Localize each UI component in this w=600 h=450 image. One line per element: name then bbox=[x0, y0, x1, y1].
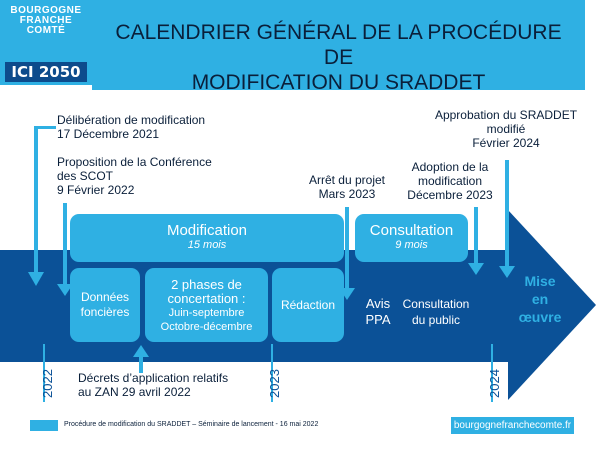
connector-proposition bbox=[63, 203, 67, 288]
deliberation-line-1: Délibération de modification bbox=[57, 113, 206, 127]
footer-caption: Procédure de modification du SRADDET – Séminaire de lancement - 16 mai 2022 bbox=[64, 421, 319, 428]
consultation-public-line-1: Consultation bbox=[402, 297, 470, 311]
arrow-up-icon bbox=[133, 345, 149, 357]
logo-line-1: BOURGOGNE bbox=[10, 5, 82, 16]
year-2023-label: 2023 bbox=[267, 369, 282, 398]
connector-deliberation-v bbox=[34, 126, 38, 276]
logo-line-3: COMTÉ bbox=[26, 25, 66, 36]
deliberation-line-2: 17 Décembre 2021 bbox=[57, 127, 160, 141]
box-concertation bbox=[145, 268, 268, 342]
logo-badge: ICI 2050 bbox=[5, 62, 87, 82]
phase-modification-title: Modification bbox=[166, 222, 248, 239]
mise-line-1: Mise bbox=[524, 273, 556, 289]
phase-modification-duration: 15 mois bbox=[187, 239, 227, 251]
region-logo bbox=[0, 0, 92, 85]
mise-line-3: œuvre bbox=[518, 309, 562, 325]
arret-line-2: Mars 2023 bbox=[318, 187, 376, 201]
concertation-line-1: 2 phases de bbox=[171, 277, 242, 292]
connector-arret bbox=[345, 207, 349, 292]
proposition-line-3: 9 Février 2022 bbox=[57, 183, 135, 197]
title-line-1: CALENDRIER GÉNÉRAL DE LA PROCÉDURE DE bbox=[115, 21, 562, 69]
avis-line-2: PPA bbox=[365, 312, 391, 327]
concertation-line-4: Octobre-décembre bbox=[160, 321, 253, 333]
concertation-line-3: Juin-septembre bbox=[168, 307, 245, 319]
avis-line-1: Avis bbox=[365, 296, 391, 311]
label-mise-en-oeuvre bbox=[510, 272, 570, 326]
concertation-line-2: concertation : bbox=[167, 291, 246, 306]
arret-line-1: Arrêt du projet bbox=[308, 173, 386, 187]
connector-deliberation-top bbox=[34, 126, 56, 129]
decrets-line-1: Décrets d’application relatifs bbox=[78, 371, 229, 385]
arrow-down-icon bbox=[468, 263, 484, 275]
donnees-line-2: foncières bbox=[80, 305, 130, 319]
phase-consultation bbox=[355, 214, 468, 262]
milestone-deliberation bbox=[57, 113, 257, 141]
milestone-adoption bbox=[395, 160, 505, 202]
title-line-2: MODIFICATION DU SRADDET bbox=[191, 71, 486, 94]
footer-color-marker bbox=[30, 420, 58, 431]
redaction-label: Rédaction bbox=[280, 298, 336, 312]
proposition-line-2: des SCOT bbox=[57, 169, 114, 183]
phase-consultation-title: Consultation bbox=[369, 222, 454, 239]
approbation-line-2: modifié bbox=[486, 122, 526, 136]
donnees-line-1: Données bbox=[80, 290, 130, 304]
year-2024-label: 2024 bbox=[487, 369, 502, 398]
adoption-line-1: Adoption de la bbox=[411, 160, 489, 174]
label-avis-ppa bbox=[358, 296, 398, 328]
connector-adoption bbox=[474, 207, 478, 267]
footer-website-link[interactable]: bourgognefranchecomte.fr bbox=[451, 417, 574, 434]
mise-line-2: en bbox=[531, 291, 549, 307]
logo-line-2: FRANCHE bbox=[19, 15, 73, 26]
label-consultation-public bbox=[396, 296, 476, 328]
arrow-down-icon bbox=[28, 272, 44, 286]
milestone-decrets bbox=[78, 371, 278, 399]
proposition-line-1: Proposition de la Conférence bbox=[57, 155, 212, 169]
phase-consultation-duration: 9 mois bbox=[395, 239, 428, 251]
milestone-proposition bbox=[57, 155, 257, 197]
year-2022-label: 2022 bbox=[40, 369, 55, 398]
adoption-line-2: modification bbox=[417, 174, 483, 188]
milestone-approbation bbox=[420, 108, 592, 150]
approbation-line-1: Approbation du SRADDET bbox=[434, 108, 578, 122]
decrets-line-2: au ZAN 29 avril 2022 bbox=[78, 385, 191, 399]
title-banner bbox=[92, 0, 585, 94]
box-donnees-foncieres bbox=[70, 268, 140, 342]
slide-title bbox=[102, 20, 575, 95]
approbation-line-3: Février 2024 bbox=[472, 136, 540, 150]
box-redaction bbox=[272, 268, 344, 342]
phase-modification bbox=[70, 214, 344, 262]
connector-approbation bbox=[505, 160, 509, 270]
adoption-line-3: Décembre 2023 bbox=[407, 188, 493, 202]
milestone-arret bbox=[297, 173, 397, 201]
consultation-public-line-2: du public bbox=[411, 313, 461, 327]
